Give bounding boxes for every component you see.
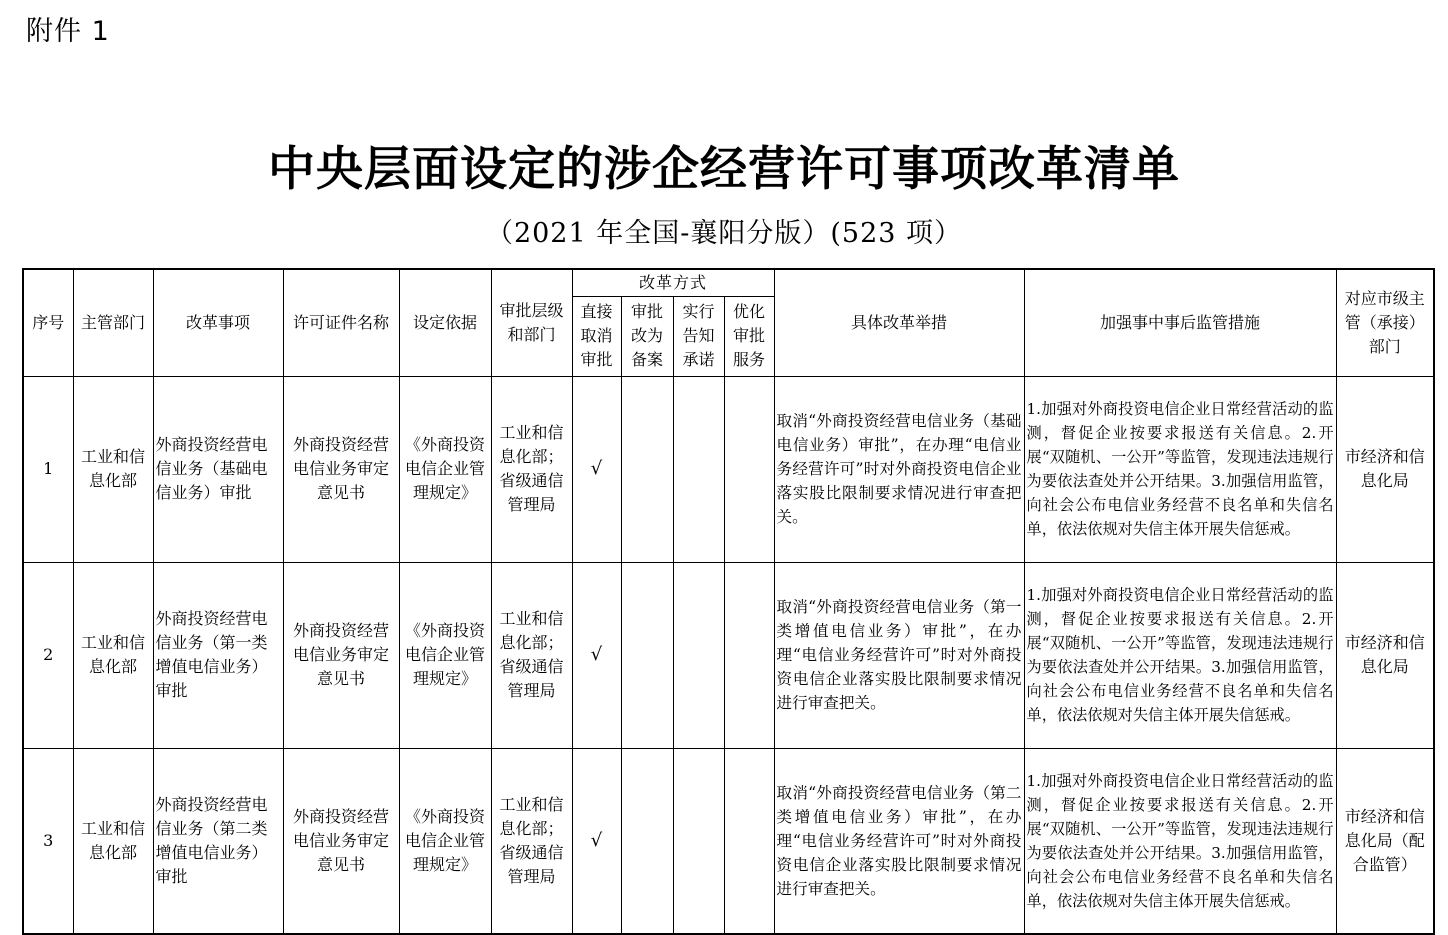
col-header-reform-cancel: 直接取消审批 bbox=[572, 296, 621, 376]
col-header-basis: 设定依据 bbox=[399, 269, 491, 376]
cell-reform-cancel: √ bbox=[572, 562, 621, 748]
cell-city-dept: 市经济和信息化局 bbox=[1336, 562, 1434, 748]
col-header-item: 改革事项 bbox=[153, 269, 283, 376]
col-header-city-dept: 对应市级主管（承接）部门 bbox=[1336, 269, 1434, 376]
page-subtitle: （2021 年全国-襄阳分版）(523 项） bbox=[485, 218, 963, 249]
cell-reform-filing bbox=[621, 748, 673, 934]
cell-measures: 取消“外商投资经营电信业务（第一类增值电信业务）审批”，在办理“电信业务经营许可”时对外商投资电信企业落实股比限制要求情况进行审查把关。 bbox=[774, 562, 1024, 748]
cell-city-dept: 市经济和信息化局（配合监管） bbox=[1336, 748, 1434, 934]
cell-reform-cancel: √ bbox=[572, 376, 621, 562]
cell-reform-cancel: √ bbox=[572, 748, 621, 934]
cell-dept: 工业和信息化部 bbox=[73, 748, 153, 934]
col-header-reform-group: 改革方式 bbox=[572, 269, 774, 296]
cell-reform-notify bbox=[673, 748, 724, 934]
page-title: 中央层面设定的涉企经营许可事项改革清单 bbox=[268, 142, 1180, 197]
cell-reform-notify bbox=[673, 376, 724, 562]
cell-basis: 《外商投资电信企业管理规定》 bbox=[399, 748, 491, 934]
cell-level: 工业和信息化部；省级通信管理局 bbox=[491, 376, 572, 562]
cell-measures: 取消“外商投资经营电信业务（基础电信业务）审批”，在办理“电信业务经营许可”时对外商投资电信企业落实股比限制要求情况进行审查把关。 bbox=[774, 376, 1024, 562]
cell-level: 工业和信息化部；省级通信管理局 bbox=[491, 562, 572, 748]
cell-supervision: 1.加强对外商投资电信企业日常经营活动的监测，督促企业按要求报送有关信息。2.开展“双随机、一公开”等监管，发现违法违规行为要依法查处并公开结果。3.加强信用监管，向社会公布电信业务经营不良名单和失信名单，依法依规对失信主体开展失信惩戒。 bbox=[1024, 562, 1336, 748]
col-header-reform-optimize: 优化审批服务 bbox=[724, 296, 774, 376]
cell-seq: 3 bbox=[23, 748, 73, 934]
col-header-seq: 序号 bbox=[23, 269, 73, 376]
cell-supervision: 1.加强对外商投资电信企业日常经营活动的监测，督促企业按要求报送有关信息。2.开展“双随机、一公开”等监管，发现违法违规行为要依法查处并公开结果。3.加强信用监管，向社会公布电信业务经营不良名单和失信名单，依法依规对失信主体开展失信惩戒。 bbox=[1024, 376, 1336, 562]
cell-item: 外商投资经营电信业务（第二类增值电信业务）审批 bbox=[153, 748, 283, 934]
cell-basis: 《外商投资电信企业管理规定》 bbox=[399, 562, 491, 748]
cell-license: 外商投资经营电信业务审定意见书 bbox=[283, 748, 399, 934]
cell-seq: 2 bbox=[23, 562, 73, 748]
cell-reform-optimize bbox=[724, 748, 774, 934]
cell-city-dept: 市经济和信息化局 bbox=[1336, 376, 1434, 562]
table-row bbox=[23, 748, 1434, 934]
cell-reform-optimize bbox=[724, 376, 774, 562]
table-row bbox=[23, 376, 1434, 562]
cell-dept: 工业和信息化部 bbox=[73, 562, 153, 748]
cell-supervision: 1.加强对外商投资电信企业日常经营活动的监测，督促企业按要求报送有关信息。2.开展“双随机、一公开”等监管，发现违法违规行为要依法查处并公开结果。3.加强信用监管，向社会公布电信业务经营不良名单和失信名单，依法依规对失信主体开展失信惩戒。 bbox=[1024, 748, 1336, 934]
cell-reform-filing bbox=[621, 562, 673, 748]
col-header-dept: 主管部门 bbox=[73, 269, 153, 376]
cell-reform-notify bbox=[673, 562, 724, 748]
cell-item: 外商投资经营电信业务（基础电信业务）审批 bbox=[153, 376, 283, 562]
col-header-measures: 具体改革举措 bbox=[774, 269, 1024, 376]
table-row bbox=[23, 562, 1434, 748]
cell-measures: 取消“外商投资经营电信业务（第二类增值电信业务）审批”，在办理“电信业务经营许可”时对外商投资电信企业落实股比限制要求情况进行审查把关。 bbox=[774, 748, 1024, 934]
col-header-supervision: 加强事中事后监管措施 bbox=[1024, 269, 1336, 376]
cell-license: 外商投资经营电信业务审定意见书 bbox=[283, 562, 399, 748]
col-header-reform-notify: 实行告知承诺 bbox=[673, 296, 724, 376]
attachment-label: 附件 1 bbox=[26, 16, 110, 47]
reform-list-table bbox=[22, 268, 1435, 935]
col-header-level: 审批层级和部门 bbox=[491, 269, 572, 376]
cell-level: 工业和信息化部；省级通信管理局 bbox=[491, 748, 572, 934]
col-header-license: 许可证件名称 bbox=[283, 269, 399, 376]
cell-dept: 工业和信息化部 bbox=[73, 376, 153, 562]
cell-basis: 《外商投资电信企业管理规定》 bbox=[399, 376, 491, 562]
cell-item: 外商投资经营电信业务（第一类增值电信业务）审批 bbox=[153, 562, 283, 748]
cell-license: 外商投资经营电信业务审定意见书 bbox=[283, 376, 399, 562]
cell-reform-optimize bbox=[724, 562, 774, 748]
cell-reform-filing bbox=[621, 376, 673, 562]
cell-seq: 1 bbox=[23, 376, 73, 562]
col-header-reform-filing: 审批改为备案 bbox=[621, 296, 673, 376]
